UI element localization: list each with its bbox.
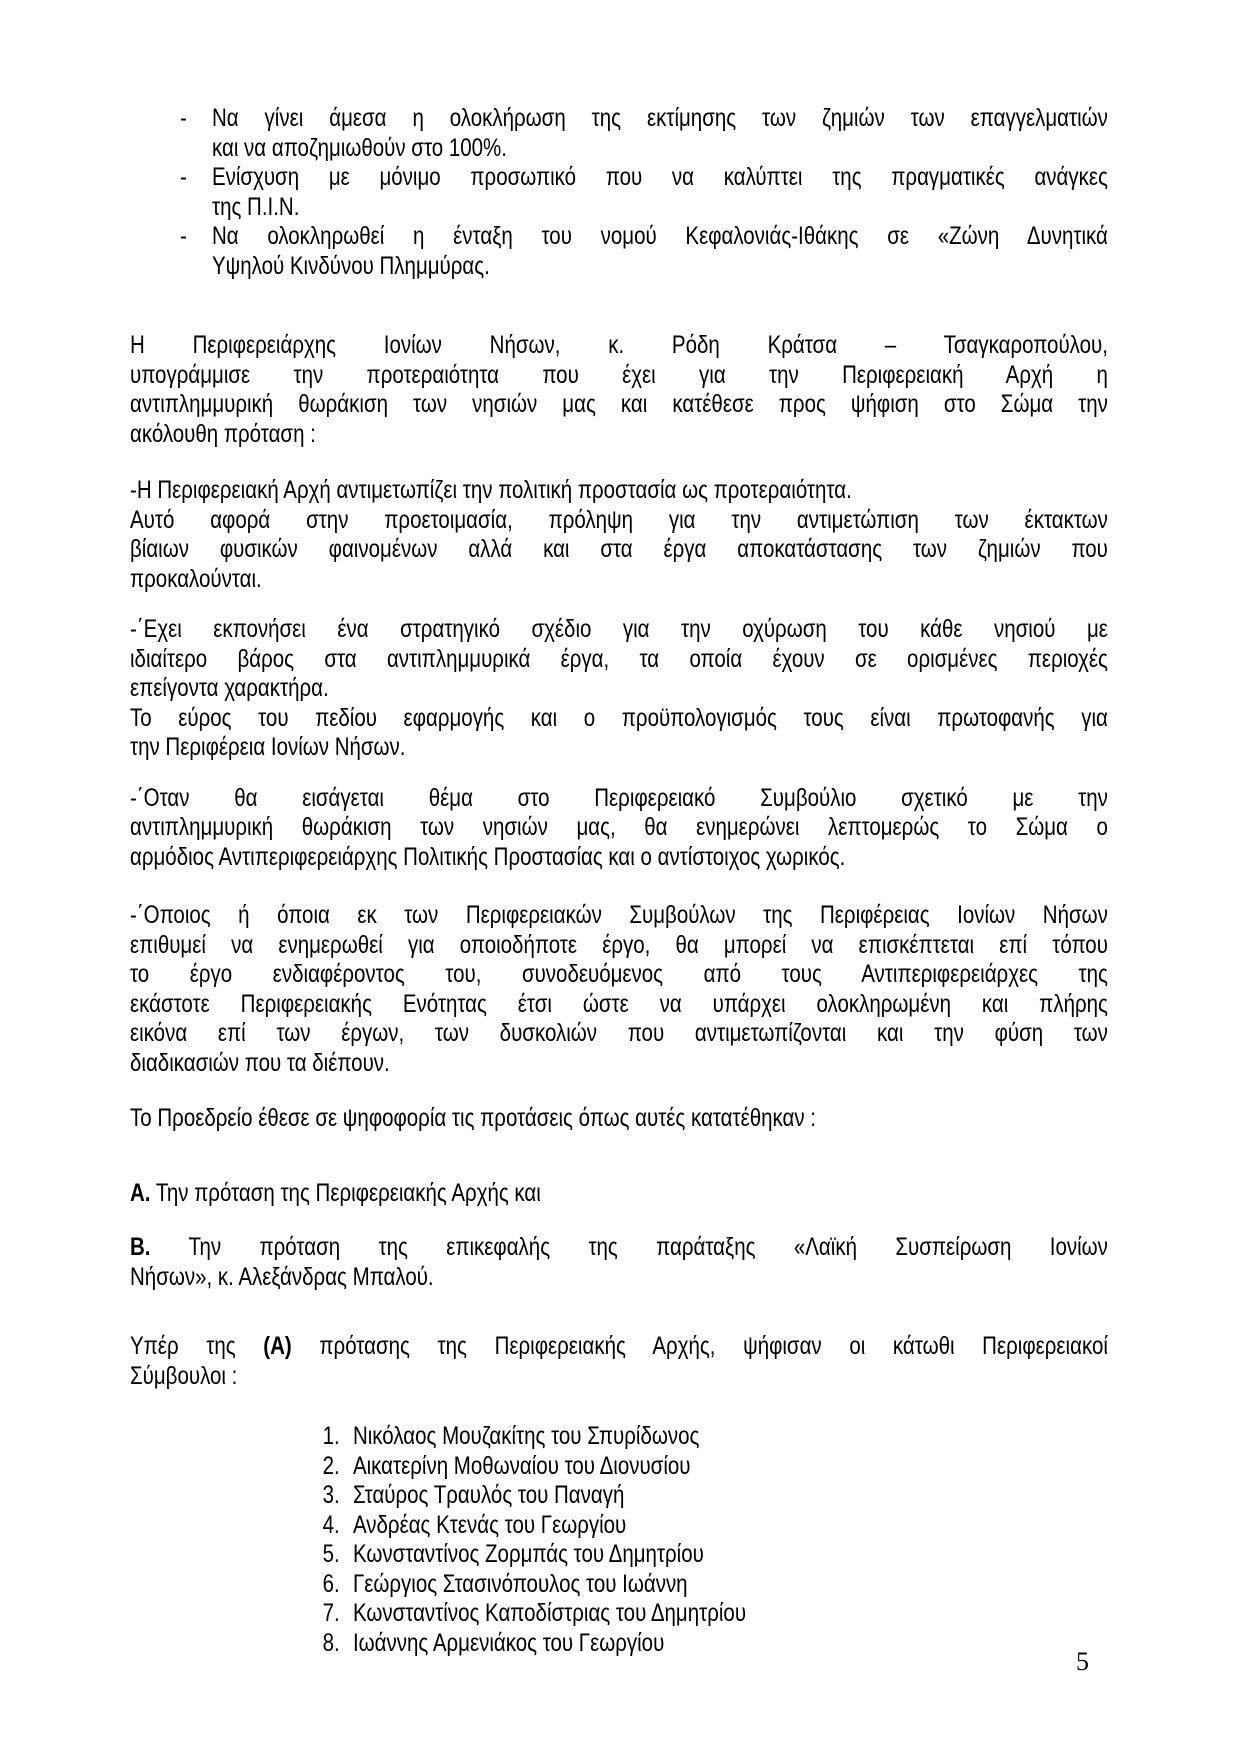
text-line: της Π.Ι.Ν. — [211, 192, 300, 221]
voter-number: 6. — [322, 1569, 340, 1598]
text-line — [130, 1332, 1108, 1362]
list-item — [130, 104, 1108, 163]
option-a-label: Α. — [130, 1178, 151, 1207]
text-line: διαδικασιών που τα διέπουν. — [130, 1048, 390, 1077]
text-line: Να ολοκληρωθεί η ένταξη του νομού Κεφαλονιάς-Ιθάκης σε «Ζώνη Δυνητικά — [211, 222, 1108, 250]
voter-item — [130, 1629, 1108, 1659]
dash-bullet: - — [180, 163, 187, 191]
paragraph-governor-statement — [130, 331, 1108, 449]
option-b-text: Την πρόταση της επικεφαλής της παράταξης «Λαϊκή Συσπείρωση Ιονίων — [150, 1233, 1108, 1261]
voter-item — [130, 1422, 1108, 1452]
dash-bullet: - — [180, 222, 187, 250]
paragraph-proposal-point — [130, 901, 1108, 1078]
text-line: Αυτό αφορά στην προετοιμασία, πρόληψη για την αντιμετώπιση των έκτακτων — [130, 505, 1108, 534]
text-line: αντιπλημμυρική θωράκιση των νησιών μας, θα ενημερώνει λεπτομερώς το Σώμα ο — [130, 813, 1108, 841]
paragraph-proposal-point — [130, 476, 1108, 594]
list-item — [130, 222, 1108, 281]
text-line: Σύμβουλοι : — [130, 1361, 238, 1390]
text-line — [130, 1179, 1108, 1209]
text-line: Να γίνει άμεσα η ολοκλήρωση της εκτίμησης των ζημιών των επαγγελματιών — [211, 104, 1108, 132]
text-line: υπογράμμισε την προτεραιότητα που έχει για την Περιφερειακή Αρχή η — [130, 360, 1108, 389]
text-line: Νήσων», κ. Αλεξάνδρας Μπαλού. — [130, 1262, 434, 1291]
text-line: -΄Οποιος ή όποια εκ των Περιφερειακών Συμβούλων της Περιφέρειας Ιονίων Νήσων — [130, 901, 1108, 929]
text-line: και να αποζημιωθούν στο 100%. — [211, 133, 507, 162]
vote-result-text: πρότασης της Περιφερειακής Αρχής, ψήφισαν οι κάτωθι Περιφερειακοί — [291, 1332, 1108, 1360]
vote-result-label: (Α) — [263, 1332, 292, 1360]
text-line: βίαιων φυσικών φαινομένων αλλά και στα έργα αποκατάστασης των ζημιών που — [130, 535, 1108, 563]
voter-item — [130, 1540, 1108, 1570]
text-line: την Περιφέρεια Ιονίων Νήσων. — [130, 733, 406, 761]
page-number: 5 — [1076, 1647, 1089, 1676]
voter-name: Κωνσταντίνος Καποδίστριας του Δημητρίου — [352, 1599, 747, 1627]
text-line: αντιπλημμυρική θωράκιση των νησιών μας και κατέθεσε προς ψήφιση στο Σώμα την — [130, 390, 1108, 418]
voter-item — [130, 1599, 1108, 1629]
paragraph-proposal-point — [130, 615, 1108, 763]
voter-item — [130, 1570, 1108, 1600]
text-line: Το Προεδρείο έθεσε σε ψηφοφορία τις προτάσεις όπως αυτές κατατέθηκαν : — [130, 1104, 816, 1132]
text-line: Η Περιφερειάρχης Ιονίων Νήσων, κ. Ρόδη Κράτσα – Τσαγκαροπούλου, — [130, 331, 1108, 359]
voter-item — [130, 1452, 1108, 1482]
text-line: προκαλούνται. — [130, 564, 262, 593]
voter-number: 2. — [322, 1451, 340, 1480]
text-line: -Η Περιφερειακή Αρχή αντιμετωπίζει την πολιτική προστασία ως προτεραιότητα. — [130, 476, 852, 504]
voter-name: Αικατερίνη Μοθωναίου του Διονυσίου — [352, 1451, 691, 1480]
text-line: ιδιαίτερο βάρος στα αντιπλημμυρικά έργα, τα οποία έχουν σε ορισμένες περιοχές — [130, 644, 1108, 673]
voter-number: 7. — [322, 1599, 340, 1627]
option-b-label: Β. — [130, 1233, 151, 1261]
voter-name: Ανδρέας Κτενάς του Γεωργίου — [352, 1510, 627, 1539]
text-line — [130, 1233, 1108, 1263]
text-line: Το εύρος του πεδίου εφαρμογής και ο προϋπολογισμός τους είναι πρωτοφανής για — [130, 703, 1108, 732]
text-line: Υψηλού Κινδύνου Πλημμύρας. — [211, 251, 490, 280]
text-line: επείγοντα χαρακτήρα. — [130, 674, 329, 702]
paragraph-proposal-point — [130, 784, 1108, 873]
list-item — [130, 163, 1108, 222]
dash-bullet: - — [180, 104, 187, 132]
text-line: -΄Εχει εκπονήσει ένα στρατηγικό σχέδιο για την οχύρωση του κάθε νησιού με — [130, 615, 1108, 643]
document-body — [130, 0, 1108, 1658]
text-line: αρμόδιος Αντιπεριφερειάρχης Πολιτικής Προστασίας και ο αντίστοιχος χωρικός. — [130, 842, 846, 871]
voter-item — [130, 1481, 1108, 1511]
text-line: το έργο ενδιαφέροντος του, συνοδευόμενος από τους Αντιπεριφερειάρχες της — [130, 960, 1108, 988]
option-a-text: Την πρόταση της Περιφερειακής Αρχής και — [150, 1178, 541, 1207]
voter-item — [130, 1511, 1108, 1541]
text-line: -΄Οταν θα εισάγεται θέμα στο Περιφερειακό Συμβούλιο σχετικό με την — [130, 783, 1108, 812]
text-line: εικόνα επί των έργων, των δυσκολιών που αντιμετωπίζονται και την φύση των — [130, 1019, 1108, 1047]
option-a-paragraph — [130, 1179, 1108, 1209]
voter-name: Νικόλαος Μουζακίτης του Σπυρίδωνος — [352, 1422, 700, 1450]
voter-number: 5. — [322, 1540, 340, 1568]
voter-number: 1. — [322, 1422, 340, 1450]
voter-name: Ιωάννης Αρμενιάκος του Γεωργίου — [352, 1628, 665, 1657]
text-line: επιθυμεί να ενημερωθεί για οποιοδήποτε έργο, θα μπορεί να επισκέπτεται επί τόπου — [130, 930, 1108, 959]
vote-intro-paragraph — [130, 1104, 1108, 1134]
voter-name: Γεώργιος Στασινόπουλος του Ιωάννη — [352, 1569, 688, 1598]
voters-list — [130, 1422, 1108, 1658]
text-line: εκάστοτε Περιφερειακής Ενότητας έτσι ώστε να υπάρχει ολοκληρωμένη και πλήρης — [130, 989, 1108, 1018]
option-b-paragraph — [130, 1233, 1108, 1292]
voter-name: Κωνσταντίνος Ζορμπάς του Δημητρίου — [352, 1540, 704, 1568]
voter-number: 8. — [322, 1628, 340, 1657]
text-line: ακόλουθη πρόταση : — [130, 419, 316, 448]
voter-name: Σταύρος Τραυλός του Παναγή — [352, 1481, 625, 1509]
demands-list — [130, 104, 1108, 281]
vote-result-paragraph — [130, 1332, 1108, 1391]
voter-number: 3. — [322, 1481, 340, 1509]
vote-result-prefix: Υπέρ της — [130, 1332, 264, 1360]
text-line: Ενίσχυση με μόνιμο προσωπικό που να καλύπτει της πραγματικές ανάγκες — [211, 163, 1108, 191]
voter-number: 4. — [322, 1510, 340, 1539]
